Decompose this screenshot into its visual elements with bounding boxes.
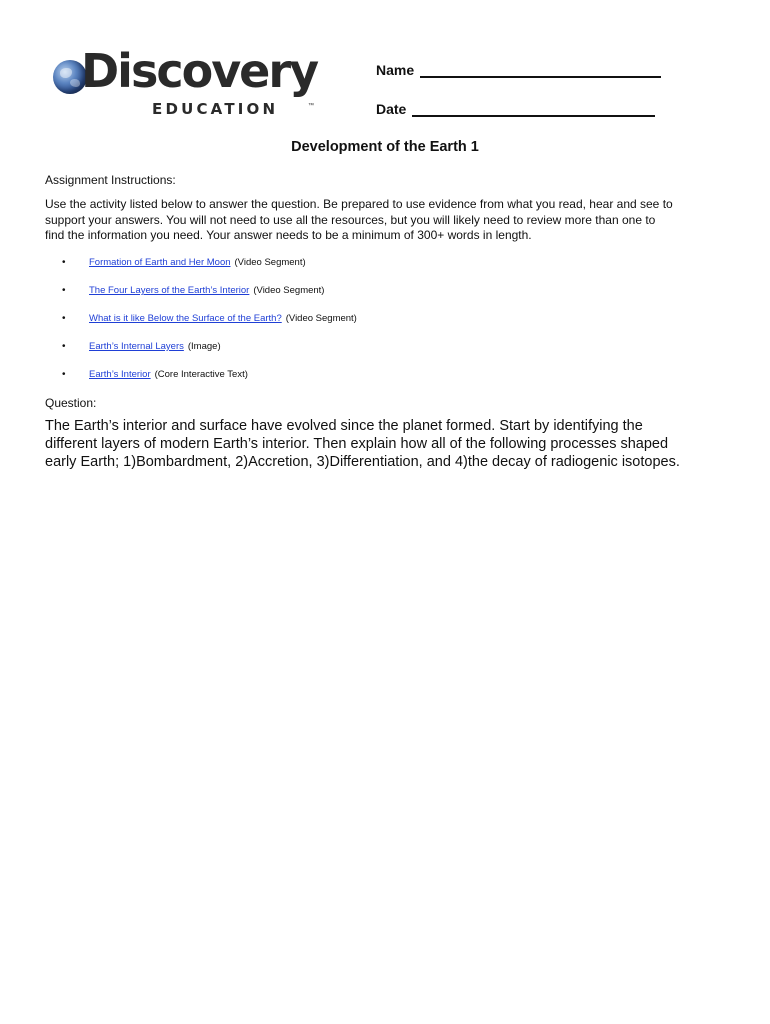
resource-link-earths-interior[interactable]: Earth’s Interior — [89, 369, 151, 380]
resource-item — [62, 285, 357, 313]
date-underline[interactable] — [412, 103, 655, 117]
trademark-mark: ™ — [308, 103, 314, 109]
date-field[interactable] — [376, 101, 655, 117]
resource-item — [62, 313, 357, 341]
date-label: Date — [376, 101, 407, 117]
instructions-label: Assignment Instructions: — [45, 173, 176, 187]
resource-item — [62, 369, 357, 397]
resource-item — [62, 341, 357, 369]
logo-wordmark: Discovery — [81, 44, 318, 98]
bullet: • — [62, 285, 66, 296]
resource-item — [62, 257, 357, 285]
resource-type: (Video Segment) — [253, 285, 325, 296]
bullet: • — [62, 257, 66, 268]
resource-link-formation-of-earth[interactable]: Formation of Earth and Her Moon — [89, 257, 231, 268]
resource-type: (Core Interactive Text) — [154, 369, 248, 380]
resource-link-four-layers[interactable]: The Four Layers of the Earth’s Interior — [89, 285, 250, 296]
resource-type: (Image) — [187, 341, 221, 352]
resource-type: (Video Segment) — [234, 257, 306, 268]
resource-link-below-surface[interactable]: What is it like Below the Surface of the Earth? — [89, 313, 282, 324]
bullet: • — [62, 313, 66, 324]
bullet: • — [62, 341, 66, 352]
name-underline[interactable] — [420, 64, 661, 78]
logo-subtitle: EDUCATION — [152, 100, 279, 118]
question-label: Question: — [45, 396, 97, 410]
name-field[interactable] — [376, 62, 661, 78]
name-label: Name — [376, 62, 415, 78]
bullet: • — [62, 369, 66, 380]
resource-link-internal-layers[interactable]: Earth’s Internal Layers — [89, 341, 184, 352]
instructions-text: Use the activity listed below to answer the question. Be prepared to use evidence from what you read, hear and see to support your answers. You will not need to use all the resources, but you will likely need to review more than one to find the information you need. Your answer needs to be a minimum of 300+ words in length. — [45, 197, 673, 242]
resource-type: (Video Segment) — [285, 313, 357, 324]
discovery-education-logo — [50, 44, 330, 122]
resource-list — [62, 257, 357, 397]
page-title: Development of the Earth 1 — [291, 139, 479, 155]
question-text: The Earth’s interior and surface have evolved since the planet formed. Start by identifying the different layers of modern Earth’s interior. Then explain how all of the following processes shaped early Earth; 1)Bombardment, 2)Accretion, 3)Differentiation, and 4)the decay of radiogenic isotopes. — [45, 418, 680, 470]
